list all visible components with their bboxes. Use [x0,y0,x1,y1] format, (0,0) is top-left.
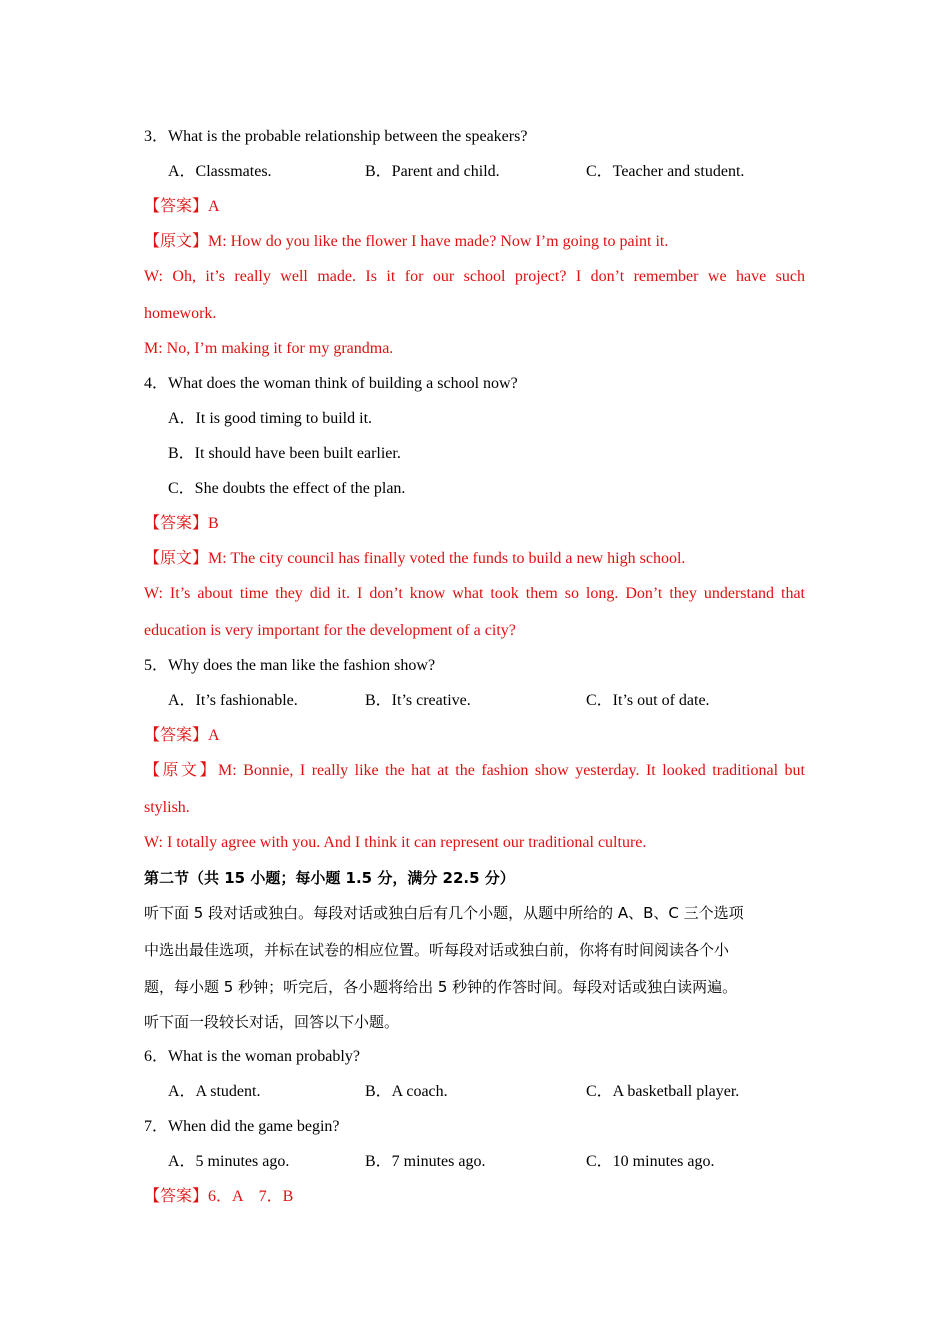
q4-answer: 【答案】B [144,515,219,532]
section-2-instruction: 题，每小题 5 秒钟；听完后，各小题将给出 5 秒钟的作答时间。每段对话或独白读两遍。 [144,978,738,996]
q4-option-a: A．It is good timing to build it. [168,410,373,427]
q3-transcript-line: M: No, I’m making it for my grandma. [144,340,394,357]
q5-answer: 【答案】A [144,727,220,744]
question-6: 6．What is the woman probably? [144,1048,360,1065]
q4-transcript-line: W: It’s about time they did it. I don’t know what took them so long. Don’t they understand that [144,585,805,602]
section-2-instruction: 听下面 5 段对话或独白。每段对话或独白后有几个小题，从题中所给的 A、B、C 三个选项 [144,904,744,922]
section-2-heading: 第二节（共 15 小题；每小题 1.5 分，满分 22.5 分） [144,869,515,887]
q5-option-b: B．It’s creative. [365,692,471,709]
q6-q7-answer: 【答案】6．A 7．B [144,1188,294,1205]
q3-option-c: C．Teacher and student. [586,163,745,180]
q5-transcript-line: 【原文】M: Bonnie, I really like the hat at the fashion show yesterday. It looked traditional but [144,762,805,779]
q3-option-b: B．Parent and child. [365,163,500,180]
question-3: 3．What is the probable relationship between the speakers? [144,128,528,145]
q6-option-a: A．A student. [168,1083,261,1100]
q4-option-b: B．It should have been built earlier. [168,445,401,462]
q7-option-b: B．7 minutes ago. [365,1153,486,1170]
question-5: 5．Why does the man like the fashion show? [144,657,436,674]
q3-transcript-line: W: Oh, it’s really well made. Is it for our school project? I don’t remember we have such [144,268,805,285]
q5-transcript-line: W: I totally agree with you. And I think it can represent our traditional culture. [144,834,647,851]
q7-option-c: C．10 minutes ago. [586,1153,715,1170]
q3-transcript-line: homework. [144,305,217,322]
q3-transcript-line: 【原文】M: How do you like the flower I have made? Now I’m going to paint it. [144,233,669,250]
question-7: 7．When did the game begin? [144,1118,340,1135]
question-4: 4．What does the woman think of building a school now? [144,375,518,392]
q4-transcript-line: 【原文】M: The city council has finally voted the funds to build a new high school. [144,550,686,567]
q3-answer: 【答案】A [144,198,220,215]
q5-option-c: C．It’s out of date. [586,692,710,709]
q3-option-a: A．Classmates. [168,163,272,180]
q6-option-b: B．A coach. [365,1083,448,1100]
q7-option-a: A．5 minutes ago. [168,1153,290,1170]
section-2-prompt: 听下面一段较长对话，回答以下小题。 [144,1013,400,1031]
section-2-instruction: 中选出最佳选项，并标在试卷的相应位置。听每段对话或独白前，你将有时间阅读各个小 [144,941,730,959]
q5-transcript-line: stylish. [144,799,190,816]
q4-option-c: C．She doubts the effect of the plan. [168,480,406,497]
q6-option-c: C．A basketball player. [586,1083,740,1100]
q5-option-a: A．It’s fashionable. [168,692,298,709]
q4-transcript-line: education is very important for the development of a city? [144,622,516,639]
